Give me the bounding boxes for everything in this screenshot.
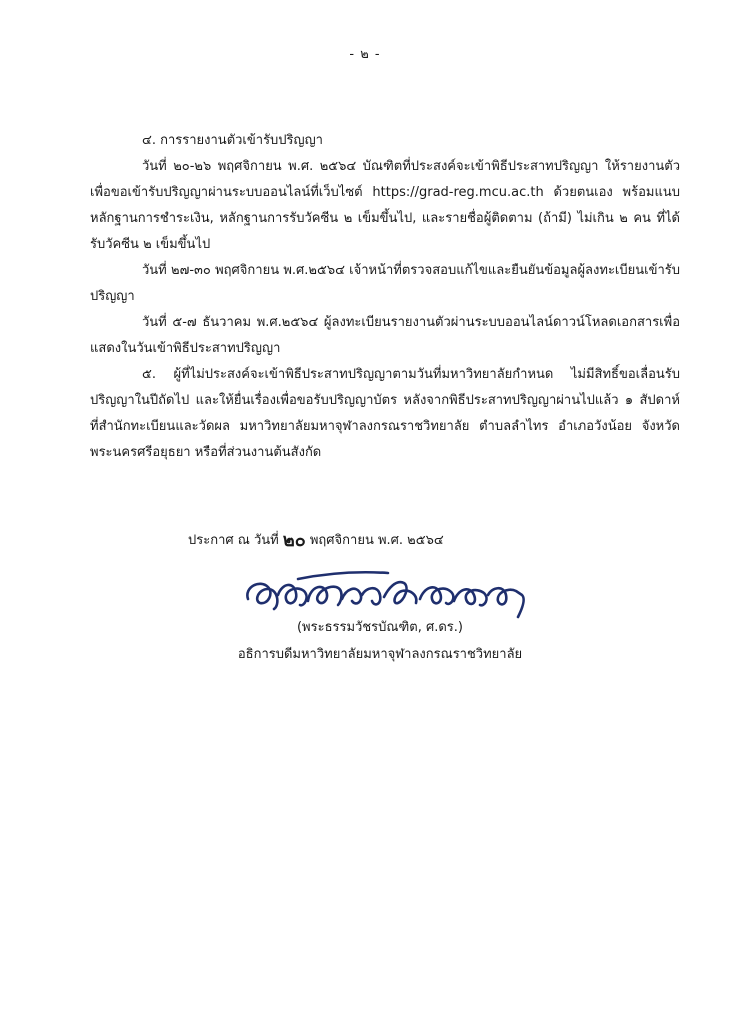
announcement-day: ๒๐ [282, 530, 306, 551]
section-4-paragraph-1-prefix: วันที่ ๒๐-๒๖ พฤศจิกายน พ.ศ. ๒๕๖๔ บัณฑิตที่ประสงค์จะเข้าพิธีประสาทปริญญา ให้รายงานตัวเพื่อขอเข้ารับปริญญาผ่านระบบออนไลน์ที่เว็บไซต์ [90, 159, 680, 200]
announcement-suffix: พฤศจิกายน พ.ศ. ๒๕๖๔ [305, 533, 444, 548]
document-body [90, 128, 680, 466]
announcement-prefix: ประกาศ ณ วันที่ [188, 533, 283, 548]
handwritten-signature [238, 565, 538, 620]
registration-url: https://grad-reg.mcu.ac.th [372, 185, 544, 200]
section-4-paragraph-3: วันที่ ๕-๗ ธันวาคม พ.ศ.๒๕๖๔ ผู้ลงทะเบียนรายงานตัวผ่านระบบออนไลน์ดาวน์โหลดเอกสารเพื่อแสดงในวันเข้าพิธีประสาทปริญญา [90, 315, 680, 356]
announcement-date-line [188, 525, 444, 554]
section-4-paragraph-1-suffix: ด้วยตนเอง พร้อมแนบหลักฐานการชำระเงิน, หลักฐานการรับวัคซีน ๒ เข็มขึ้นไป, และรายชื่อผู้ติดตาม (ถ้ามี) ไม่เกิน ๒ คน ที่ได้รับวัคซีน ๒ เข็มขึ้นไป [90, 185, 681, 252]
section-4-paragraph-2: วันที่ ๒๗-๓๐ พฤศจิกายน พ.ศ.๒๕๖๔ เจ้าหน้าที่ตรวจสอบแก้ไขและยืนยันข้อมูลผู้ลงทะเบียนเข้ารับปริญญา [90, 263, 680, 304]
signatory-position: อธิการบดีมหาวิทยาลัยมหาจุฬาลงกรณราชวิทยาลัย [237, 647, 523, 662]
signatory-name: (พระธรรมวัชรบัณฑิต, ศ.ดร.) [296, 620, 463, 635]
section-5-paragraph: ๕. ผู้ที่ไม่ประสงค์จะเข้าพิธีประสาทปริญญาตามวันที่มหาวิทยาลัยกำหนด ไม่มีสิทธิ์ขอเลื่อนรับปริญญาในปีถัดไป และให้ยื่นเรื่องเพื่อขอรับปริญญาบัตร หลังจากพิธีประสาทปริญญาผ่านไปแล้ว ๑ สัปดาห์ ที่สำนักทะเบียนและวัดผล มหาวิทยาลัยมหาจุฬาลงกรณราชวิทยาลัย ตำบลลำไทร อำเภอวังน้อย จังหวัดพระนครศรีอยุธยา หรือที่ส่วนงานต้นสังกัด [90, 367, 680, 460]
section-4-heading: ๔. การรายงานตัวเข้ารับปริญญา [142, 133, 323, 148]
section-4-paragraph-1 [90, 154, 680, 258]
page-number: - ๒ - [349, 47, 381, 62]
